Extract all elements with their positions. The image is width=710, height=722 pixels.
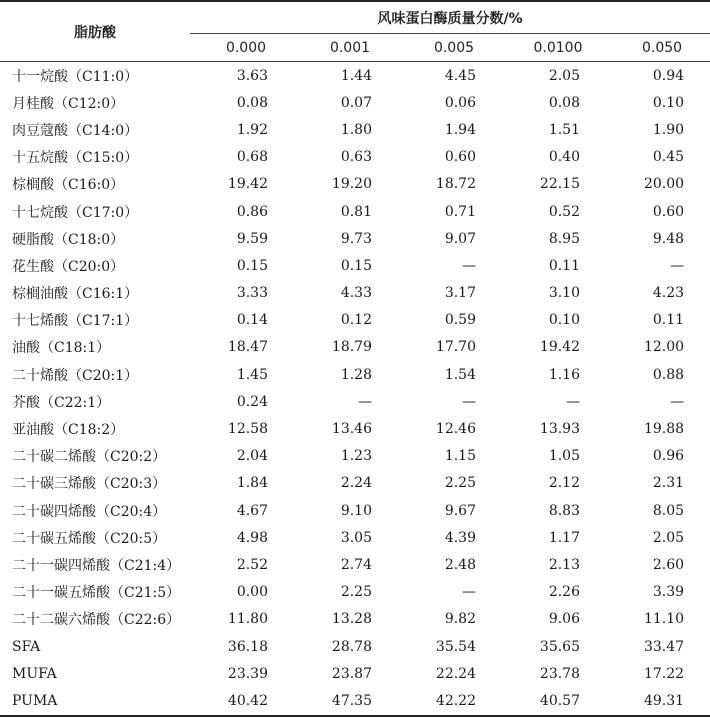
- table-cell-value: 2.13: [548, 556, 580, 573]
- column-header: 0.001: [294, 34, 398, 62]
- table-cell-value: 0.68: [236, 149, 268, 166]
- table-cell-value: 1.94: [444, 121, 476, 138]
- table-cell-value: 40.42: [190, 687, 294, 715]
- table-cell-value: 0.71: [444, 203, 476, 220]
- table-cell-value: 3.17: [444, 285, 476, 302]
- table-cell-value: 0.81: [340, 203, 372, 220]
- table-row: [0, 606, 710, 633]
- table-cell-value: 0.11: [548, 257, 580, 274]
- table-cell-value: 23.78: [539, 665, 580, 682]
- fatty-acid-name: 棕榈油酸（C16:1）: [12, 286, 139, 303]
- table-row: [0, 252, 710, 279]
- table-cell-value: 1.92: [236, 121, 268, 138]
- table-cell-value: 1.80: [340, 121, 372, 138]
- table-cell-value: 0.12: [340, 312, 372, 329]
- table-cell-value: 0.06: [444, 94, 476, 111]
- table-cell-value: 19.20: [331, 176, 372, 193]
- table-cell-value: 2.74: [340, 556, 372, 573]
- table-row: [0, 633, 710, 660]
- table-cell-value: 4.39: [444, 529, 476, 546]
- table-cell-value: 13.46: [331, 421, 372, 438]
- table-header: [0, 1, 710, 62]
- table-cell-value: 8.05: [652, 502, 685, 519]
- table-row: [0, 307, 710, 334]
- table-cell-value: 0.07: [340, 94, 372, 111]
- table-row: [0, 388, 710, 415]
- fatty-acid-name: 二十烯酸（C20:1）: [12, 367, 139, 384]
- enzyme-fraction-group-header: 风味蛋白酶质量分数/%: [190, 1, 710, 34]
- fatty-acid-name: 硬脂酸（C18:0）: [12, 231, 125, 248]
- table-row: [0, 687, 710, 715]
- table-row: [0, 225, 710, 252]
- table-cell-value: 9.06: [548, 611, 580, 628]
- table-cell-value: 0.10: [548, 312, 580, 329]
- fatty-acid-name: 二十一碳五烯酸（C21:5）: [12, 585, 181, 602]
- table-cell-value: —: [566, 393, 580, 410]
- table-cell-value: 4.33: [340, 285, 372, 302]
- table-cell-value: 3.63: [236, 67, 268, 84]
- table-cell-value: 0.60: [652, 203, 685, 220]
- table-cell-value: 2.05: [548, 67, 580, 84]
- table-cell-value: 36.18: [227, 638, 268, 655]
- fatty-acid-name: 十一烷酸（C11:0）: [12, 68, 139, 85]
- table-cell-value: 0.59: [444, 312, 476, 329]
- table-cell-value: 2.26: [548, 584, 580, 601]
- fatty-acid-name: 十五烷酸（C15:0）: [12, 150, 139, 167]
- table-cell-value: 1.90: [652, 121, 685, 138]
- column-header: 0.050: [606, 34, 710, 62]
- table-cell-value: 23.39: [227, 665, 268, 682]
- table-cell-value: 9.67: [444, 502, 476, 519]
- table-cell-value: 0.14: [236, 312, 268, 329]
- fatty-acid-name: 月桂酸（C12:0）: [12, 95, 125, 112]
- table-cell-value: 33.47: [643, 638, 685, 655]
- table-cell-value: 8.83: [548, 502, 580, 519]
- table-cell-value: 8.95: [548, 230, 580, 247]
- table-cell-value: 12.00: [643, 339, 685, 356]
- table-cell-value: 13.28: [331, 611, 372, 628]
- table-cell-value: 18.79: [331, 339, 372, 356]
- table-cell-value: 1.05: [548, 448, 580, 465]
- table-cell-value: 3.05: [340, 529, 372, 546]
- table-cell-value: 13.93: [539, 421, 580, 438]
- table-cell-value: 0.52: [548, 203, 580, 220]
- fatty-acid-name: 二十二碳六烯酸（C22:6）: [12, 612, 181, 629]
- table-cell-value: 2.24: [340, 475, 372, 492]
- table-cell-value: 40.57: [502, 687, 606, 715]
- column-header: 0.0100: [502, 34, 606, 62]
- table-cell-value: 0.86: [236, 203, 268, 220]
- table-cell-value: 9.07: [444, 230, 476, 247]
- table-cell-value: 2.52: [236, 556, 268, 573]
- table-cell-value: 22.24: [435, 665, 476, 682]
- table-cell-value: 1.44: [340, 67, 372, 84]
- table-cell-value: 18.72: [435, 176, 476, 193]
- table-cell-value: 1.15: [444, 448, 476, 465]
- table-cell-value: 4.67: [236, 502, 268, 519]
- fatty-acid-name: 二十碳三烯酸（C20:3）: [12, 476, 167, 493]
- table-cell-value: 0.24: [236, 393, 268, 410]
- table-cell-value: 1.54: [444, 366, 476, 383]
- table-cell-value: 3.39: [652, 584, 685, 601]
- table-cell-value: 9.73: [340, 230, 372, 247]
- table-cell-value: 0.88: [652, 366, 685, 383]
- table-cell-value: 0.15: [236, 257, 268, 274]
- table-cell-value: —: [462, 393, 476, 410]
- fatty-acid-name: 二十碳五烯酸（C20:5）: [12, 530, 167, 547]
- table-cell-value: 2.25: [444, 475, 476, 492]
- table-cell-value: 0.08: [236, 94, 268, 111]
- table-cell-value: 9.48: [652, 230, 685, 247]
- fatty-acid-name: 十七烯酸（C17:1）: [12, 313, 139, 330]
- fatty-acid-name: 棕榈酸（C16:0）: [12, 177, 125, 194]
- table-cell-value: 0.00: [236, 584, 268, 601]
- table-cell-value: 4.23: [652, 285, 685, 302]
- table-cell-value: —: [670, 393, 685, 410]
- table-cell-value: 28.78: [331, 638, 372, 655]
- table-row: [0, 62, 710, 90]
- table-cell-value: 22.15: [539, 176, 580, 193]
- table-cell-value: 12.46: [435, 421, 476, 438]
- table-cell-value: 19.42: [227, 176, 268, 193]
- table-cell-value: 1.28: [340, 366, 372, 383]
- table-row: [0, 524, 710, 551]
- table-row: [0, 551, 710, 578]
- table-cell-value: 17.22: [643, 665, 685, 682]
- table-cell-value: 11.10: [643, 611, 685, 628]
- table-cell-value: —: [462, 257, 476, 274]
- table-cell-value: —: [462, 584, 476, 601]
- fatty-acid-name: 肉豆蔻酸（C14:0）: [12, 122, 139, 139]
- table-cell-value: 18.47: [227, 339, 268, 356]
- table-row: [0, 171, 710, 198]
- fatty-acid-name: 亚油酸（C18:2）: [12, 422, 125, 439]
- table-cell-value: 1.16: [548, 366, 580, 383]
- table-cell-value: 3.33: [236, 285, 268, 302]
- fatty-acid-name: SFA: [12, 638, 41, 655]
- table-row: [0, 89, 710, 116]
- table-cell-value: 17.70: [435, 339, 476, 356]
- table-cell-value: 4.98: [236, 529, 268, 546]
- table-cell-value: 35.65: [539, 638, 580, 655]
- table-cell-value: 3.10: [548, 285, 580, 302]
- fatty-acid-name: 二十碳四烯酸（C20:4）: [12, 503, 167, 520]
- table-row: [0, 280, 710, 307]
- table-cell-value: 2.31: [652, 475, 685, 492]
- table-cell-value: 11.80: [227, 611, 268, 628]
- table-cell-value: 2.04: [236, 448, 268, 465]
- table-row: [0, 334, 710, 361]
- table-cell-value: 9.10: [340, 502, 372, 519]
- table-cell-value: 2.05: [652, 529, 685, 546]
- table-cell-value: 0.40: [548, 149, 580, 166]
- table-cell-value: 1.45: [236, 366, 268, 383]
- table-row: [0, 144, 710, 171]
- fatty-acid-name: 二十碳二烯酸（C20:2）: [12, 449, 167, 466]
- table-cell-value: 0.08: [548, 94, 580, 111]
- fatty-acid-name: MUFA: [12, 665, 57, 682]
- fatty-acid-name: PUMA: [0, 687, 190, 715]
- table-row: [0, 361, 710, 388]
- table-cell-value: 1.51: [548, 121, 580, 138]
- table-cell-value: 0.11: [652, 312, 685, 329]
- table-cell-value: 9.82: [444, 611, 476, 628]
- table-body: [0, 62, 710, 716]
- table-cell-value: 0.60: [444, 149, 476, 166]
- table-row: [0, 470, 710, 497]
- table-cell-value: 42.22: [398, 687, 502, 715]
- table-cell-value: —: [358, 393, 372, 410]
- fatty-acid-name: 芥酸（C22:1）: [12, 394, 111, 411]
- table-cell-value: 19.42: [539, 339, 580, 356]
- table-cell-value: 1.23: [340, 448, 372, 465]
- fatty-acid-name: 油酸（C18:1）: [12, 340, 111, 357]
- table-cell-value: 2.48: [444, 556, 476, 573]
- table-cell-value: 9.59: [236, 230, 268, 247]
- table-cell-value: 0.15: [340, 257, 372, 274]
- table-row: [0, 579, 710, 606]
- table-cell-value: 2.25: [340, 584, 372, 601]
- table-cell-value: 4.45: [444, 67, 476, 84]
- column-header: 0.005: [398, 34, 502, 62]
- table-cell-value: 0.10: [652, 94, 685, 111]
- table-cell-value: 19.88: [643, 421, 685, 438]
- table-cell-value: 1.17: [548, 529, 580, 546]
- table-cell-value: 2.60: [652, 556, 685, 573]
- table-cell-value: —: [670, 257, 685, 274]
- table-cell-value: 12.58: [227, 421, 268, 438]
- table-row: [0, 660, 710, 687]
- table-cell-value: 0.63: [340, 149, 372, 166]
- table-cell-value: 35.54: [435, 638, 476, 655]
- table-row: [0, 415, 710, 442]
- table-cell-value: 47.35: [294, 687, 398, 715]
- table-cell-value: 20.00: [643, 176, 685, 193]
- table-row: [0, 116, 710, 143]
- table-cell-value: 0.96: [652, 448, 685, 465]
- table-row: [0, 198, 710, 225]
- table-row: [0, 497, 710, 524]
- table-row: [0, 443, 710, 470]
- table-cell-value: 0.45: [652, 149, 685, 166]
- fatty-acid-column-header: 脂肪酸: [0, 1, 190, 62]
- fatty-acid-name: 十七烷酸（C17:0）: [12, 204, 139, 221]
- table-cell-value: 49.31: [606, 687, 710, 715]
- table-cell-value: 23.87: [331, 665, 372, 682]
- fatty-acid-name: 二十一碳四烯酸（C21:4）: [12, 557, 181, 574]
- table-cell-value: 1.84: [236, 475, 268, 492]
- table-cell-value: 2.12: [548, 475, 580, 492]
- fatty-acid-name: 花生酸（C20:0）: [12, 258, 125, 275]
- table-cell-value: 0.94: [652, 67, 685, 84]
- column-header: 0.000: [190, 34, 294, 62]
